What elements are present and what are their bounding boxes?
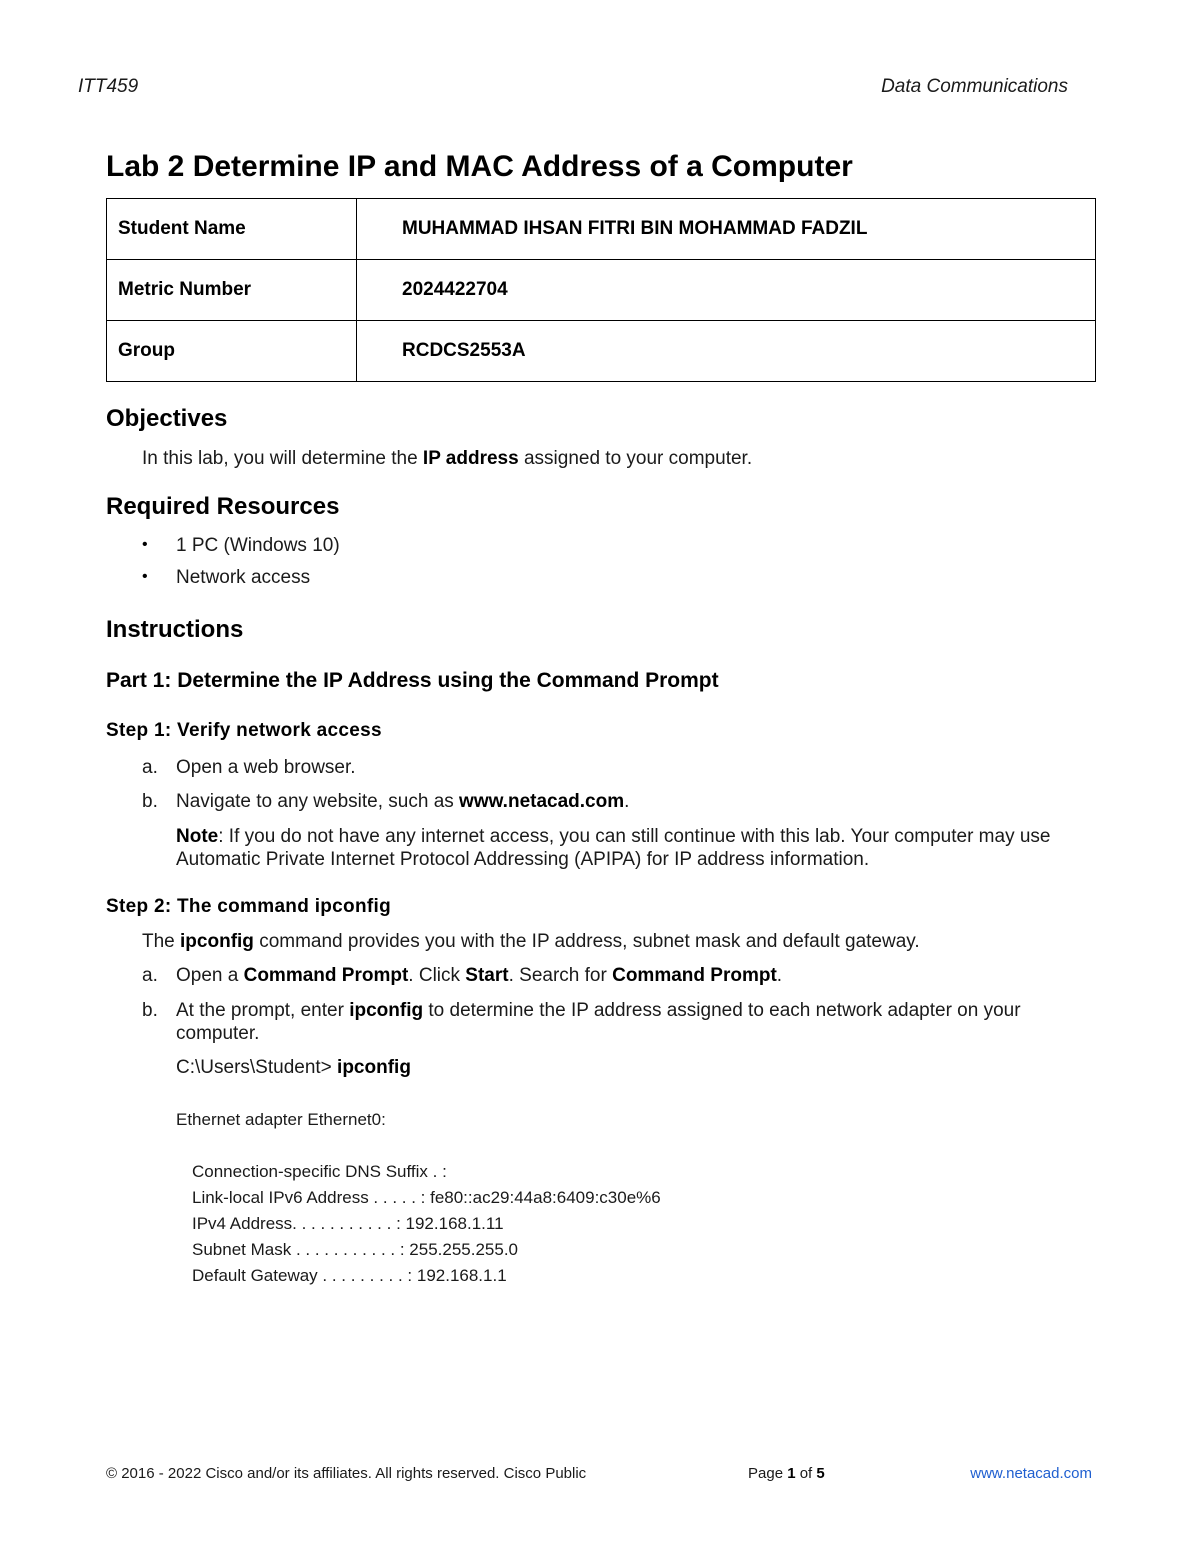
student-name-label: Student Name: [107, 199, 357, 260]
resource-item: 1 PC (Windows 10): [176, 535, 340, 556]
ipconfig-output-line: Subnet Mask . . . . . . . . . . . : 255.255.255.0: [192, 1240, 519, 1259]
ipconfig-output-line: Default Gateway . . . . . . . . . : 192.168.1.1: [192, 1266, 507, 1285]
instructions-heading: Instructions: [106, 616, 244, 643]
group-value: RCDCS2553A: [357, 321, 1096, 382]
header-course-name: Data Communications: [881, 76, 1068, 97]
step2-b-text: At the prompt, enter ipconfig to determine the IP address assigned to each network adapter on your: [176, 1000, 1021, 1021]
table-row: [107, 321, 1096, 382]
step2-a-text: Open a Command Prompt. Click Start. Search for Command Prompt.: [176, 965, 783, 986]
footer-copyright: © 2016 - 2022 Cisco and/or its affiliates. All rights reserved. Cisco Public: [106, 1465, 587, 1482]
footer-link[interactable]: www.netacad.com: [970, 1465, 1092, 1482]
footer-page-number: Page 1 of 5: [748, 1465, 825, 1482]
student-name-value: MUHAMMAD IHSAN FITRI BIN MOHAMMAD FADZIL: [357, 199, 1096, 260]
group-label: Group: [107, 321, 357, 382]
table-row: [107, 199, 1096, 260]
part1-heading: Part 1: Determine the IP Address using the Command Prompt: [106, 669, 719, 692]
bullet-icon: •: [142, 536, 148, 553]
ipconfig-output-line: Link-local IPv6 Address . . . . . : fe80::ac29:44a8:6409:c30e%6: [192, 1188, 661, 1207]
resource-item: Network access: [176, 567, 311, 588]
step2-a-marker: a.: [142, 965, 158, 986]
step1-b-text: Navigate to any website, such as www.netacad.com.: [176, 791, 630, 812]
table-row: [107, 260, 1096, 321]
step1-heading: Step 1: Verify network access: [106, 720, 382, 741]
step1-a-text: Open a web browser.: [176, 757, 356, 778]
objectives-text: In this lab, you will determine the IP address assigned to your computer.: [142, 448, 753, 469]
step2-intro: The ipconfig command provides you with the IP address, subnet mask and default gateway.: [142, 931, 920, 952]
step1-a-marker: a.: [142, 757, 158, 778]
step2-b-marker: b.: [142, 1000, 158, 1021]
command-prompt-line: C:\Users\Student> ipconfig: [176, 1057, 411, 1078]
objectives-heading: Objectives: [106, 405, 228, 432]
ipconfig-output-line: Connection-specific DNS Suffix . :: [192, 1162, 447, 1181]
step1-note-line2: Automatic Private Internet Protocol Addressing (APIPA) for IP address information.: [176, 849, 870, 870]
step1-b-marker: b.: [142, 791, 158, 812]
metric-number-value: 2024422704: [357, 260, 1096, 321]
step2-heading: Step 2: The command ipconfig: [106, 896, 391, 917]
bullet-icon: •: [142, 568, 148, 585]
step1-note: Note: If you do not have any internet access, you can still continue with this lab. Your computer may use: [176, 826, 1051, 847]
student-info-table: [106, 198, 1096, 382]
adapter-name: Ethernet adapter Ethernet0:: [176, 1110, 386, 1129]
step2-b-line2: computer.: [176, 1023, 260, 1044]
header-course-code: ITT459: [78, 76, 139, 97]
ipconfig-output-line: IPv4 Address. . . . . . . . . . . : 192.168.1.11: [192, 1214, 504, 1233]
metric-number-label: Metric Number: [107, 260, 357, 321]
resources-heading: Required Resources: [106, 493, 340, 520]
page-title: Lab 2 Determine IP and MAC Address of a Computer: [106, 150, 853, 183]
